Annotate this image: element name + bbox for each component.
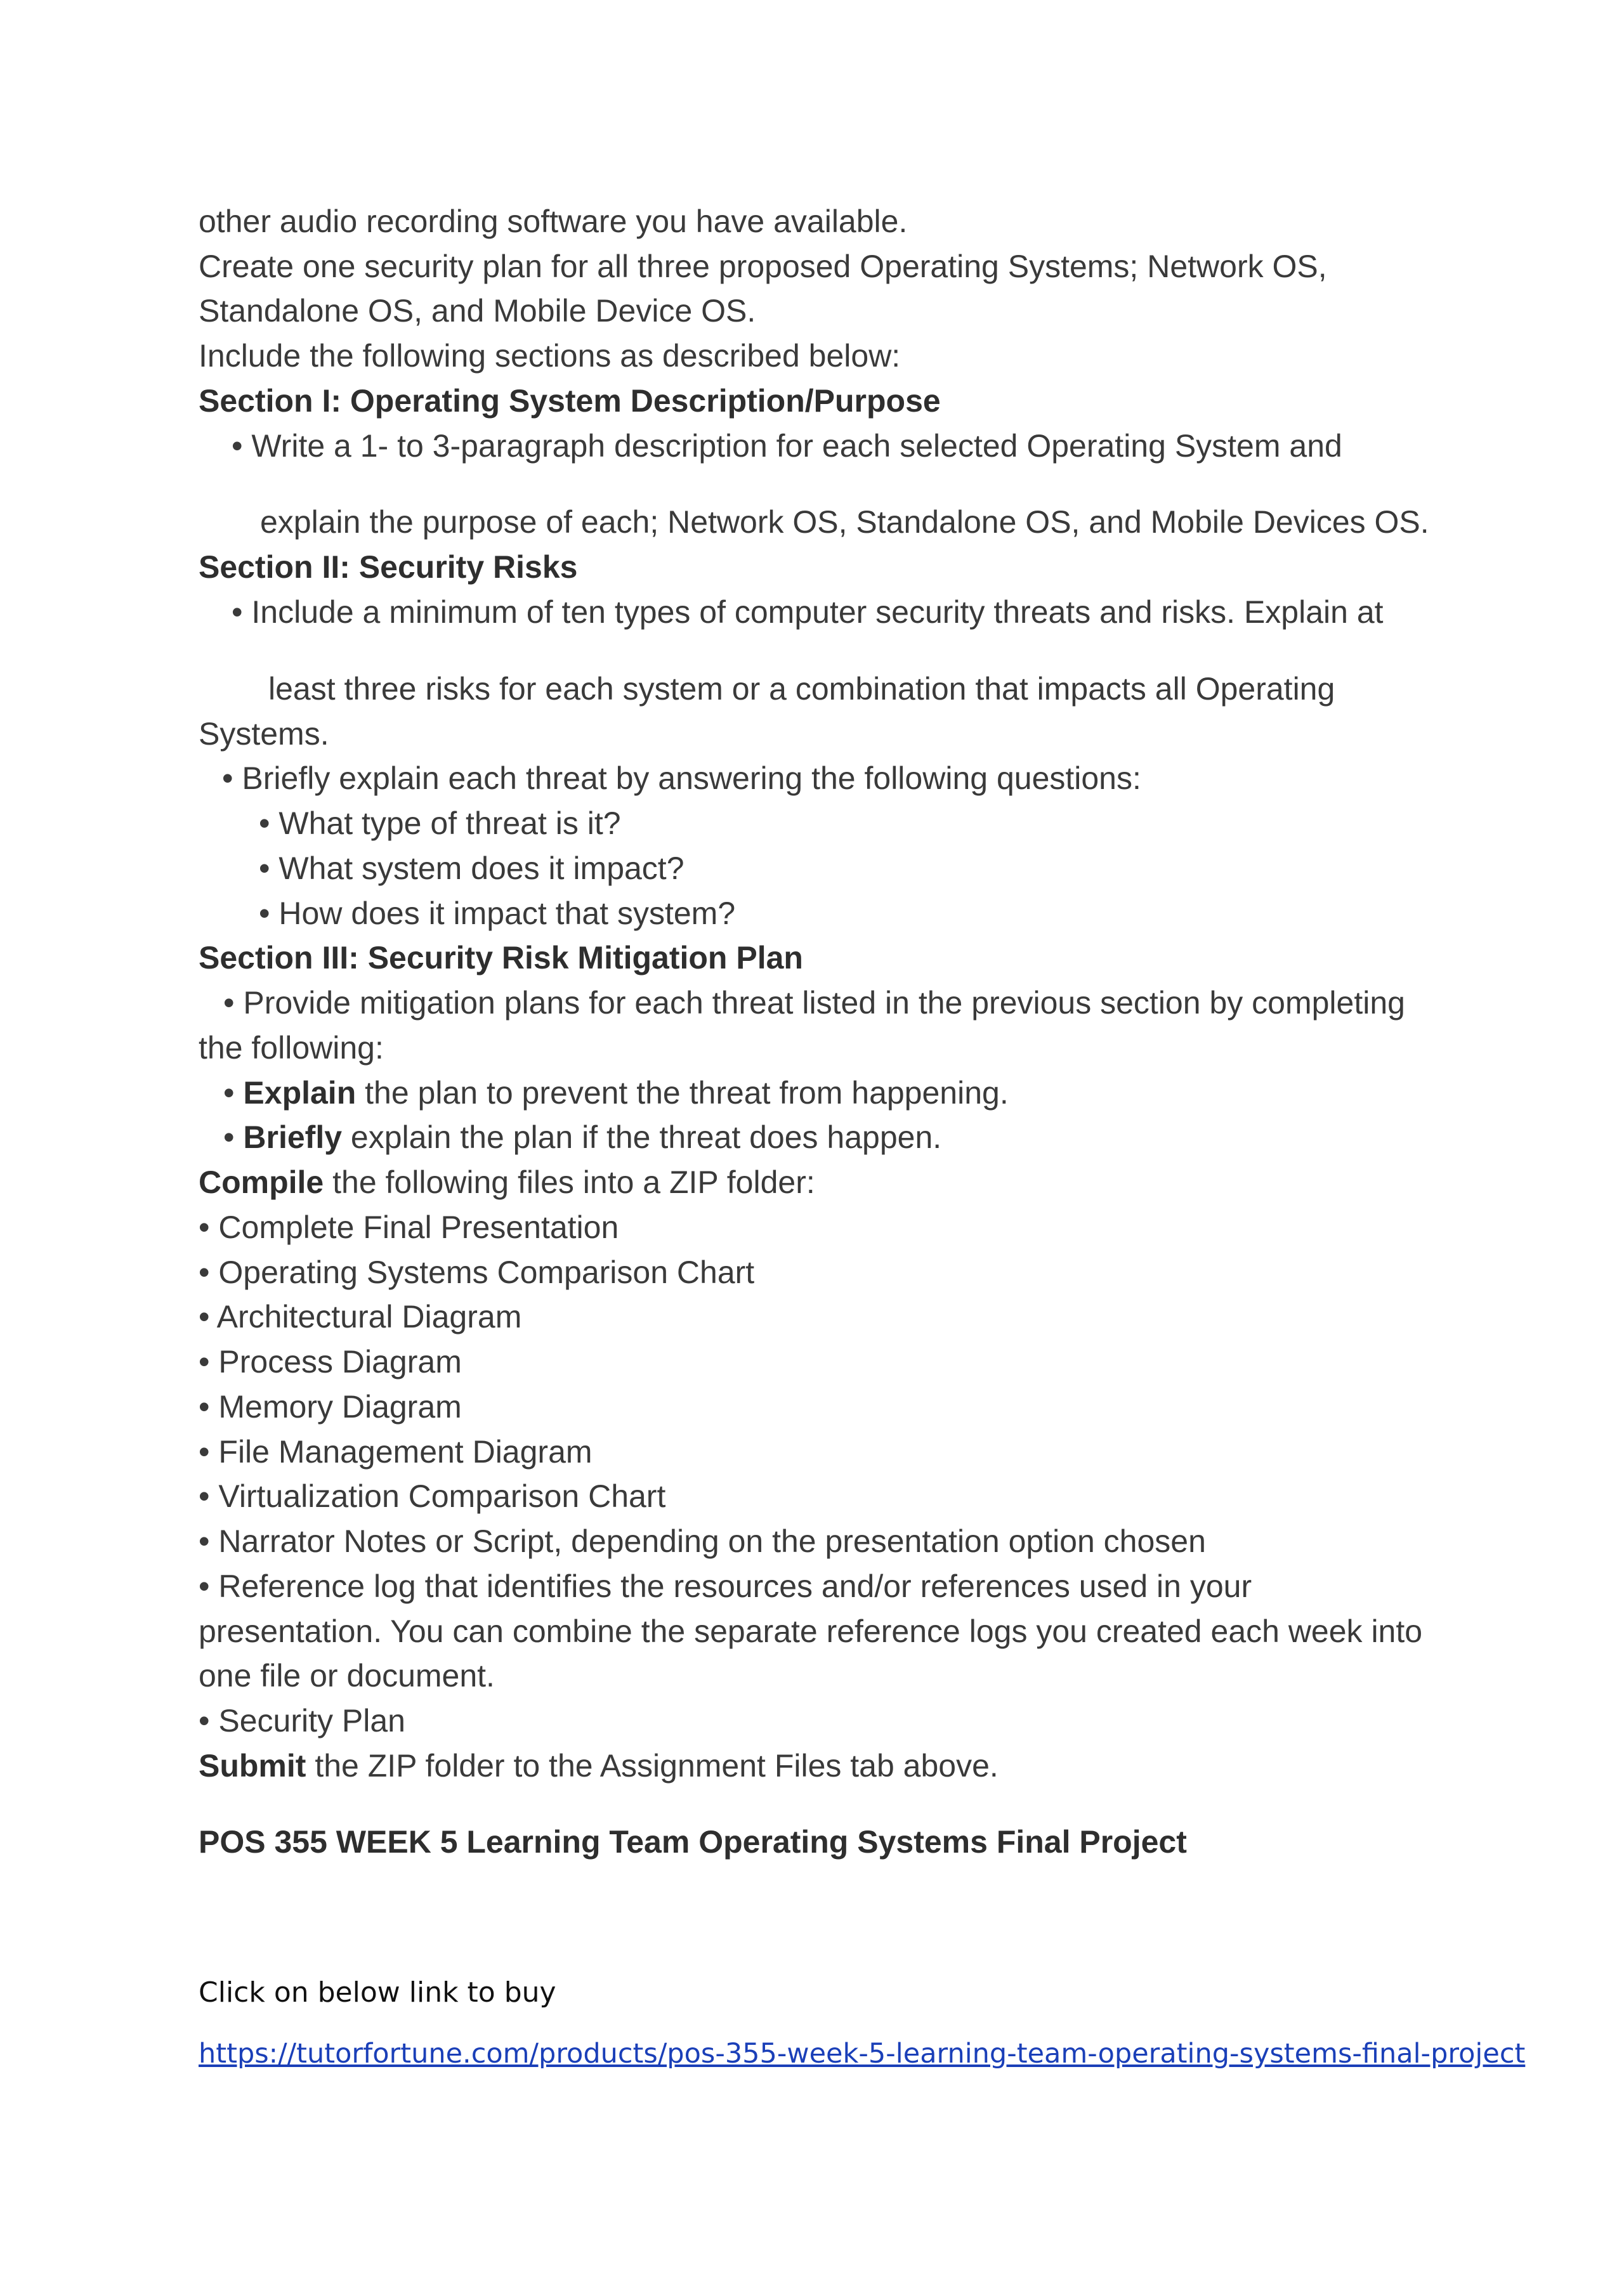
section-2-question-1: • What type of threat is it? bbox=[259, 806, 621, 841]
zip-list-item: • Virtualization Comparison Chart bbox=[199, 1478, 666, 1514]
bullet-marker: • bbox=[223, 1075, 244, 1111]
section-3-bullet-1-line-1: • Provide mitigation plans for each threat listed in the previous section by completing bbox=[223, 985, 1405, 1021]
explain-emphasis: Explain bbox=[243, 1075, 357, 1111]
zip-list-item-reference-line-3: one file or document. bbox=[199, 1658, 495, 1693]
briefly-emphasis: Briefly bbox=[243, 1119, 343, 1155]
section-2-bullet-2: • Briefly explain each threat by answering the following questions: bbox=[222, 760, 1141, 796]
buy-prompt: Click on below link to buy bbox=[199, 1976, 556, 2009]
section-1-bullet-line-2: explain the purpose of each; Network OS, Standalone OS, and Mobile Devices OS. bbox=[260, 504, 1429, 540]
section-2-heading: Section II: Security Risks bbox=[199, 549, 578, 585]
section-2-question-3: • How does it impact that system? bbox=[259, 896, 736, 931]
intro-line-2: Create one security plan for all three proposed Operating Systems; Network OS, bbox=[199, 249, 1327, 284]
section-3-bullet-3 bbox=[223, 1118, 941, 1156]
zip-list-item: • Process Diagram bbox=[199, 1344, 462, 1380]
compile-instruction bbox=[199, 1163, 815, 1201]
section-3-heading: Section III: Security Risk Mitigation Plan bbox=[199, 940, 803, 975]
submit-instruction bbox=[199, 1747, 999, 1785]
intro-line-3: Standalone OS, and Mobile Device OS. bbox=[199, 293, 756, 329]
section-1-bullet-line-1: • Write a 1- to 3-paragraph description for each selected Operating System and bbox=[232, 428, 1342, 464]
section-3-bullet-2 bbox=[223, 1074, 1009, 1112]
compile-text: the following files into a ZIP folder: bbox=[324, 1164, 815, 1200]
zip-list-item: • Security Plan bbox=[199, 1703, 405, 1738]
bullet-marker: • bbox=[223, 1119, 244, 1155]
explain-text: the plan to prevent the threat from happening. bbox=[356, 1075, 1009, 1111]
section-2-bullet-1-line-3: Systems. bbox=[199, 716, 329, 752]
product-link[interactable]: https://tutorfortune.com/products/pos-355-week-5-learning-team-operating-systems-final-project bbox=[199, 2038, 1526, 2070]
section-3-bullet-1-line-2: the following: bbox=[199, 1030, 384, 1066]
zip-list-item: • Operating Systems Comparison Chart bbox=[199, 1255, 755, 1290]
submit-text: the ZIP folder to the Assignment Files tab above. bbox=[306, 1748, 999, 1784]
briefly-text: explain the plan if the threat does happen. bbox=[342, 1119, 942, 1155]
section-2-bullet-1-line-1: • Include a minimum of ten types of computer security threats and risks. Explain at bbox=[232, 594, 1384, 630]
section-1-heading: Section I: Operating System Description/Purpose bbox=[199, 383, 941, 419]
section-2-question-2: • What system does it impact? bbox=[259, 851, 684, 886]
zip-list-item: • Architectural Diagram bbox=[199, 1299, 522, 1334]
section-2-bullet-1-line-2: least three risks for each system or a combination that impacts all Operating bbox=[268, 671, 1335, 707]
intro-line-4: Include the following sections as described below: bbox=[199, 338, 901, 374]
zip-list-item-reference-line-1: • Reference log that identifies the resources and/or references used in your bbox=[199, 1569, 1252, 1604]
submit-emphasis: Submit bbox=[199, 1748, 306, 1784]
zip-list-item: • Memory Diagram bbox=[199, 1389, 462, 1425]
compile-emphasis: Compile bbox=[199, 1164, 324, 1200]
zip-list-item: • Narrator Notes or Script, depending on the presentation option chosen bbox=[199, 1523, 1206, 1559]
intro-line-1: other audio recording software you have available. bbox=[199, 204, 908, 239]
zip-list-item: • Complete Final Presentation bbox=[199, 1210, 619, 1245]
zip-list-item-reference-line-2: presentation. You can combine the separate reference logs you created each week into bbox=[199, 1614, 1423, 1649]
document-title: POS 355 WEEK 5 Learning Team Operating Systems Final Project bbox=[199, 1824, 1187, 1860]
zip-list-item: • File Management Diagram bbox=[199, 1434, 593, 1470]
